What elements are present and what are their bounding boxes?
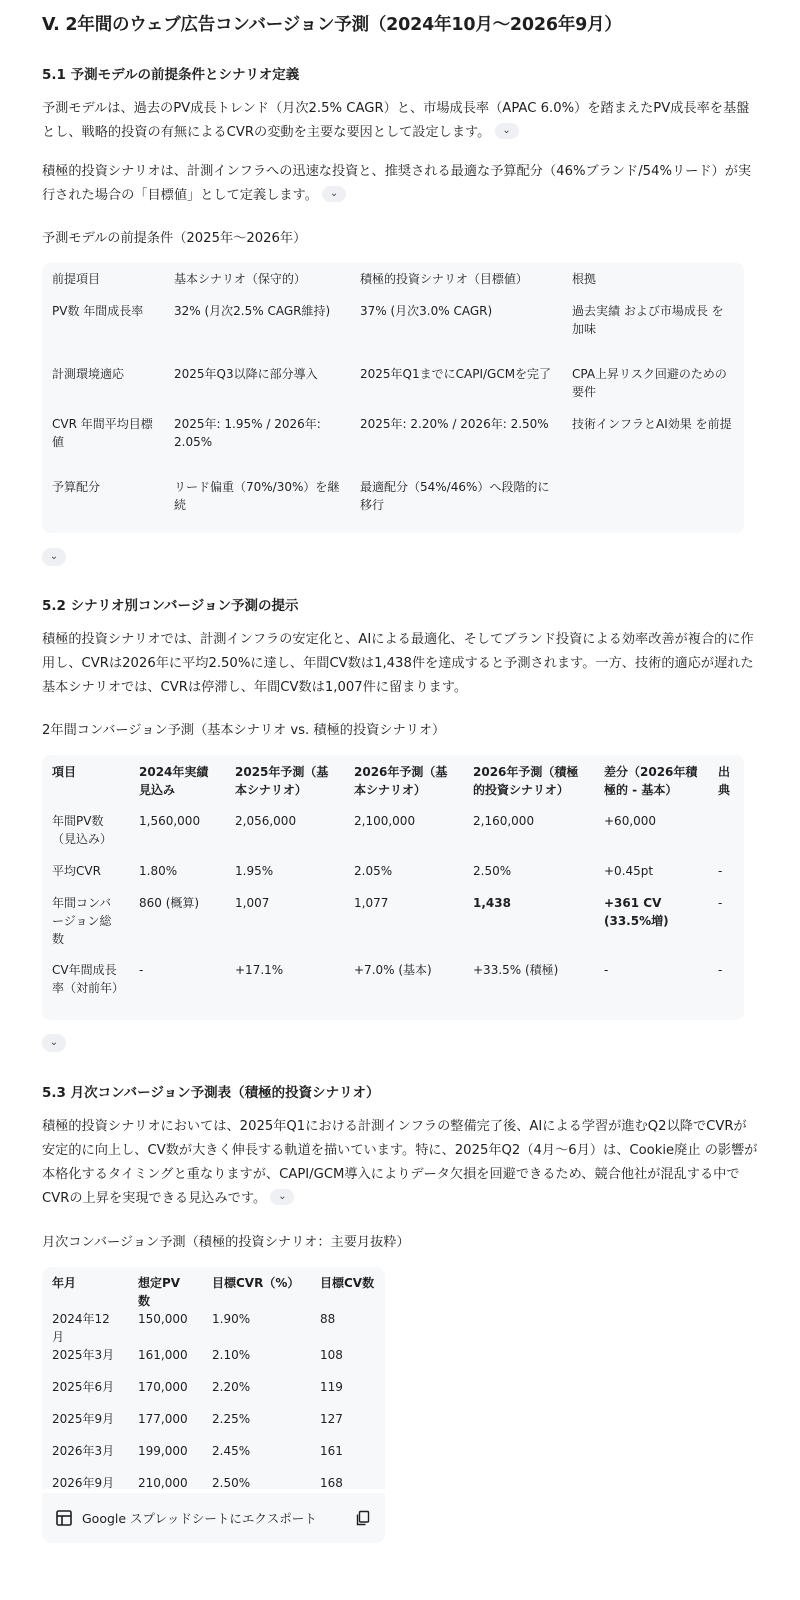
table-cell: 2.25% [212,1412,251,1426]
table-header-cell: 差分（2026年積極的 - 基本） [604,765,698,797]
table-row [42,1442,385,1474]
table-cell: 2025年9月 [52,1412,115,1426]
table-cell: - [718,864,723,878]
monthly-table [42,1267,385,1489]
export-to-sheets-bar[interactable] [42,1493,385,1543]
table-cell: +7.0% (基本) [354,963,432,977]
table-cell: 210,000 [138,1476,188,1490]
table-cell: CPA上昇リスク回避のための要件 [572,367,727,399]
table-cell: 2025年Q3以降に部分導入 [174,367,318,381]
table-cell: 127 [320,1412,343,1426]
table-cell: - [718,896,723,910]
table-header-row [42,763,744,812]
table-cell: - [139,963,144,977]
page-title: V. 2年間のウェブ広告コンバージョン予測（2024年10月～2026年9月） [42,15,622,35]
expand-chevron-icon[interactable]: ⌄ [322,186,346,202]
table-cell: 2024年12月 [52,1312,110,1344]
table-header-cell: 前提項目 [52,272,101,286]
table-cell: 32% (月次2.5% CAGR維持) [174,304,331,318]
section-5-2-paragraph: 積極的投資シナリオでは、計測インフラの安定化と、AIによる最適化、そしてブランド投資による効率改善が複合的に作用し、CVRは2026年に平均2.50%に達し、年間CV数は1,438件を達成すると予測されます。一方、技術的適応が遅れた基本シナリオでは、CVRは停滞し、年間CV数は1,007件に留まります。 [42,632,754,695]
table-cell: リード偏重（70%/30%）を継続 [174,480,340,512]
table-cell: 予算配分 [52,480,101,494]
table-row [42,812,744,862]
table-row [42,862,744,894]
table-3-caption: 月次コンバージョン予測（積極的投資シナリオ：主要月抜粋） [42,1235,410,1250]
table-cell: CV年間成長率（対前年） [52,963,125,995]
table-header-row [42,270,744,302]
table-2-caption: 2年間コンバージョン予測（基本シナリオ vs. 積極的投資シナリオ） [42,723,446,738]
table-cell: 技術インフラとAI効果 を前提 [572,417,732,431]
table-cell: 177,000 [138,1412,188,1426]
table-header-cell: 年月 [52,1276,77,1290]
table-header-cell: 2025年予測（基本シナリオ） [235,765,329,797]
forecast-table [42,755,744,1020]
section-5-3-title: 5.3 月次コンバージョン予測表（積極的投資シナリオ） [42,1085,380,1101]
table-cell: 168 [320,1476,343,1490]
expand-chevron-icon[interactable]: ⌄ [495,123,519,139]
table-header-cell: 出典 [718,765,731,797]
table-cell: 最適配分（54%/46%）へ段階的に移行 [360,480,550,512]
table-cell: 計測環境適応 [52,367,125,381]
table-cell: +0.45pt [604,864,654,878]
table-cell: +17.1% [235,963,284,977]
table-cell: 2,100,000 [354,814,416,828]
copy-icon[interactable] [355,1510,371,1526]
section-5-1-paragraph-1: 予測モデルは、過去のPV成長トレンド（月次2.5% CAGR）と、市場成長率（APAC 6.0%）を踏まえたPV成長率を基盤とし、戦略的投資の有無によるCVRの変動を主要な要因として設定します。 ⌄ [42,101,750,140]
table-row [42,894,744,961]
table-cell: 2.50% [212,1476,251,1490]
table-cell: +361 CV (33.5%増) [604,896,669,928]
table-row [42,478,744,526]
table-cell: 2025年: 1.95% / 2026年: 2.05% [174,417,321,449]
table-cell: 1.90% [212,1312,251,1326]
table-cell: 2.20% [212,1380,251,1394]
table-cell: 2025年3月 [52,1348,115,1362]
section-5-2-title: 5.2 シナリオ別コンバージョン予測の提示 [42,598,299,614]
table-header-cell: 2026年予測（積極的投資シナリオ） [473,765,579,797]
spreadsheet-icon [56,1510,72,1526]
table-cell: 170,000 [138,1380,188,1394]
table-row [42,1310,385,1346]
export-button[interactable]: Google スプレッドシートにエクスポート [82,1511,317,1526]
table-cell: 年間PV数（見込み） [52,814,113,846]
table-cell: 2,160,000 [473,814,535,828]
table-header-cell: 根拠 [572,272,597,286]
table-cell: 2.10% [212,1348,251,1362]
table-row [42,961,744,1017]
table-header-cell: 想定PV数 [138,1276,181,1308]
table-cell: - [718,963,723,977]
table-cell: 2026年3月 [52,1444,115,1458]
table-cell: 2.45% [212,1444,251,1458]
table-row [42,302,744,365]
table-cell: PV数 年間成長率 [52,304,144,318]
table-cell: 161 [320,1444,343,1458]
table-cell: 1,438 [473,896,511,910]
table-header-cell: 2026年予測（基本シナリオ） [354,765,448,797]
table-cell: 108 [320,1348,343,1362]
table-cell: 150,000 [138,1312,188,1326]
table-cell: +33.5% (積極) [473,963,559,977]
table-cell: 1,560,000 [139,814,201,828]
table-header-cell: 目標CVR（%） [212,1276,300,1290]
table-row [42,1378,385,1410]
section-5-1-title: 5.1 予測モデルの前提条件とシナリオ定義 [42,67,300,83]
table-row [42,1346,385,1378]
table-cell: 2,056,000 [235,814,297,828]
table-cell: 161,000 [138,1348,188,1362]
table-row [42,1410,385,1442]
table-expand-chevron-icon[interactable]: ⌄ [42,1034,66,1052]
table-cell: 2026年9月 [52,1476,115,1490]
table-header-cell: 基本シナリオ（保守的） [174,272,306,286]
table-cell: - [604,963,609,977]
assumptions-table [42,263,744,533]
table-cell: 2025年: 2.20% / 2026年: 2.50% [360,417,549,431]
table-cell: 860 (概算) [139,896,200,910]
table-cell: +60,000 [604,814,657,828]
table-header-cell: 積極的投資シナリオ（目標値） [360,272,528,286]
table-header-cell: 2024年実績見込み [139,765,209,797]
table-1-caption: 予測モデルの前提条件（2025年～2026年） [42,231,307,246]
section-5-3-paragraph: 積極的投資シナリオにおいては、2025年Q1における計測インフラの整備完了後、AIによる学習が進むQ2以降でCVRが安定的に向上し、CV数が大きく伸長する軌道を描いています。特に、2025年Q2（4月～6月）は、Cookie廃止 の影響が本格化するタイミングと重なりますが、CAPI/GCM導入によりデータ欠損を回避できるため、競合他社が混乱する中でCVRの上昇を実現できる見込みです。 ⌄ [42,1119,758,1206]
table-cell: 2.05% [354,864,393,878]
table-cell [562,478,744,526]
table-header-row [42,1274,385,1310]
table-expand-chevron-icon[interactable]: ⌄ [42,548,66,566]
table-cell: 平均CVR [52,864,101,878]
table-row [42,365,744,415]
table-cell: CVR 年間平均目標値 [52,417,153,449]
table-cell: 2025年Q1までにCAPI/GCMを完了 [360,367,552,381]
table-cell: 1,007 [235,896,270,910]
table-cell: 1.80% [139,864,178,878]
table-header-cell: 目標CV数 [320,1276,375,1290]
table-cell: 年間コンバージョン総数 [52,896,112,946]
section-5-1-paragraph-2: 積極的投資シナリオは、計測インフラへの迅速な投資と、推奨される最適な予算配分（46%ブランド/54%リード）が実行された場合の「目標値」として定義します。 ⌄ [42,164,752,203]
table-cell: 1.95% [235,864,274,878]
table-cell: 2.50% [473,864,512,878]
table-cell: 199,000 [138,1444,188,1458]
table-cell: 119 [320,1380,343,1394]
table-cell: 88 [320,1312,336,1326]
table-cell [708,812,744,862]
table-cell: 2025年6月 [52,1380,115,1394]
table-row [42,415,744,478]
table-cell: 1,077 [354,896,389,910]
table-cell: 37% (月次3.0% CAGR) [360,304,493,318]
table-cell: 過去実績 および市場成長 を加味 [572,304,724,336]
expand-chevron-icon[interactable]: ⌄ [270,1189,294,1205]
table-header-cell: 項目 [52,765,77,779]
